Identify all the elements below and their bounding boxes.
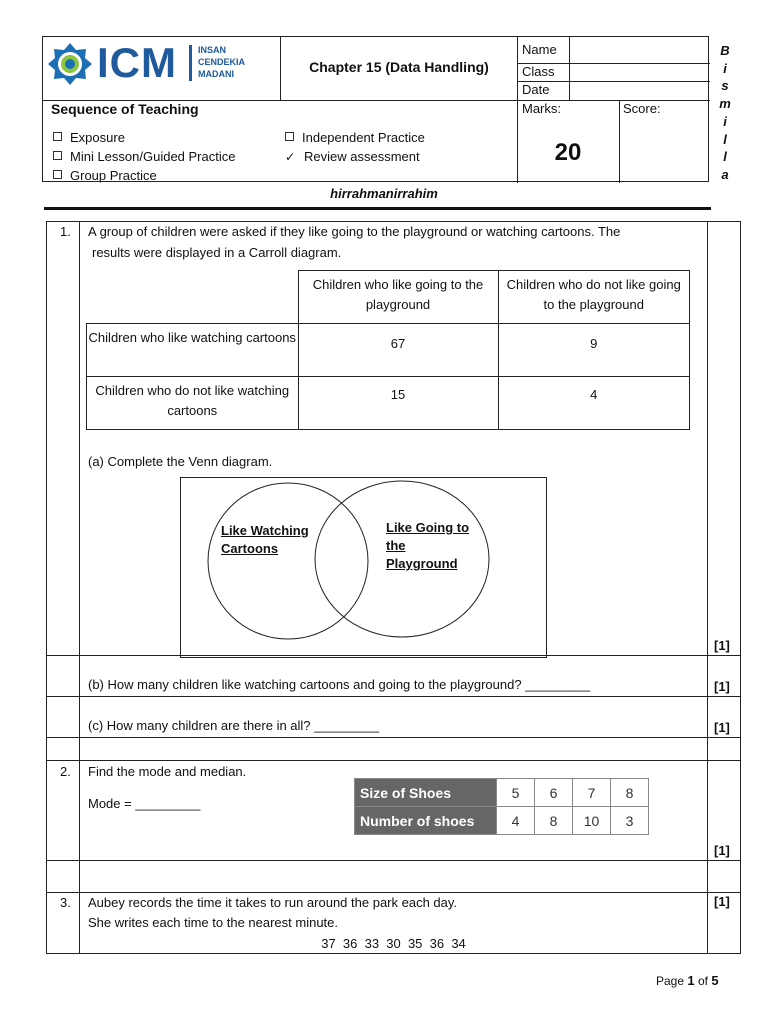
logo-letters: ICM [97,39,177,86]
logo-sub-3: MADANI [198,69,234,79]
seq-item: ✓ Review assessment [285,147,425,167]
table-cell: 4 [498,377,690,430]
table-cell: 15 [298,377,498,430]
part-c: (c) How many children are there in all? _________ [88,718,380,733]
table-cell: 8 [611,779,649,807]
mark-label: [1] [714,638,730,653]
part-a: (a) Complete the Venn diagram. [88,454,273,469]
row-header: Children who like watching cartoons [87,324,299,377]
question-number: 2. [60,764,71,779]
field-date: Date [522,82,550,97]
venn-label-left: Like Watching Cartoons [221,523,309,556]
question-text: She writes each time to the nearest minute. [88,915,339,930]
page-footer: Page 1 of 5 [656,973,719,988]
mark-label: [1] [714,843,730,858]
table-cell: 5 [497,779,535,807]
question-text: Find the mode and median. [88,764,247,779]
col-header: Children who like going to the playground [298,271,498,324]
bismillah-tail: hirrahmanirrahim [330,186,438,201]
shoe-size-header: Size of Shoes [355,779,497,807]
seq-item: Independent Practice [285,128,425,147]
checkbox-icon [285,132,294,141]
venn-label-right: Like Going to the Playground [386,520,470,571]
logo-emblem-icon [47,41,93,87]
seq-item: Mini Lesson/Guided Practice [53,147,235,166]
logo-sub-2: CENDEKIA [198,57,246,67]
header-divider [44,207,711,210]
mark-label: [1] [714,720,730,735]
score-label: Score: [623,101,661,116]
checkbox-icon [53,170,62,179]
checkmark-icon: ✓ [285,150,296,164]
question-text: A group of children were asked if they like going to the playground or watching cartoons. The [88,224,621,239]
seq-item: Exposure [53,128,235,147]
table-cell: 9 [498,324,690,377]
row-header: Children who do not like watching cartoons [87,377,299,430]
mode-line: Mode = _________ [88,796,201,811]
question-text: results were displayed in a Carroll diagram. [92,245,342,260]
table-cell: 6 [535,779,573,807]
table-cell: 8 [535,807,573,835]
mark-label: [1] [714,679,730,694]
page-title: Chapter 15 (Data Handling) [309,59,489,75]
part-b: (b) How many children like watching cartoons and going to the playground? _________ [88,677,591,692]
marks-label: Marks: [522,101,561,116]
logo-sub-1: INSAN [198,45,227,55]
times-list: 37 36 33 30 35 36 34 [321,936,466,951]
question-number: 3. [60,895,71,910]
table-cell: 10 [573,807,611,835]
table-cell: 4 [497,807,535,835]
seq-item: Group Practice [53,166,235,185]
col-header: Children who do not like going to the playground [498,271,690,324]
field-name: Name [522,42,557,57]
bismillah-vertical: B i s m i l l a [719,43,731,182]
shoe-table [354,778,649,835]
carroll-diagram [86,270,690,430]
shoe-count-header: Number of shoes [355,807,497,835]
checkbox-icon [53,132,62,141]
question-number: 1. [60,224,71,239]
table-cell: 3 [611,807,649,835]
sequence-title: Sequence of Teaching [51,101,199,117]
logo [47,41,275,97]
table-cell: 7 [573,779,611,807]
marks-value: 20 [554,139,582,166]
mark-label: [1] [714,894,730,909]
header-box [42,36,709,182]
table-cell: 67 [298,324,498,377]
field-class: Class [522,64,555,79]
venn-circle-left [208,483,368,639]
question-text: Aubey records the time it takes to run around the park each day. [88,895,458,910]
checkbox-icon [53,151,62,160]
venn-diagram [180,477,547,658]
